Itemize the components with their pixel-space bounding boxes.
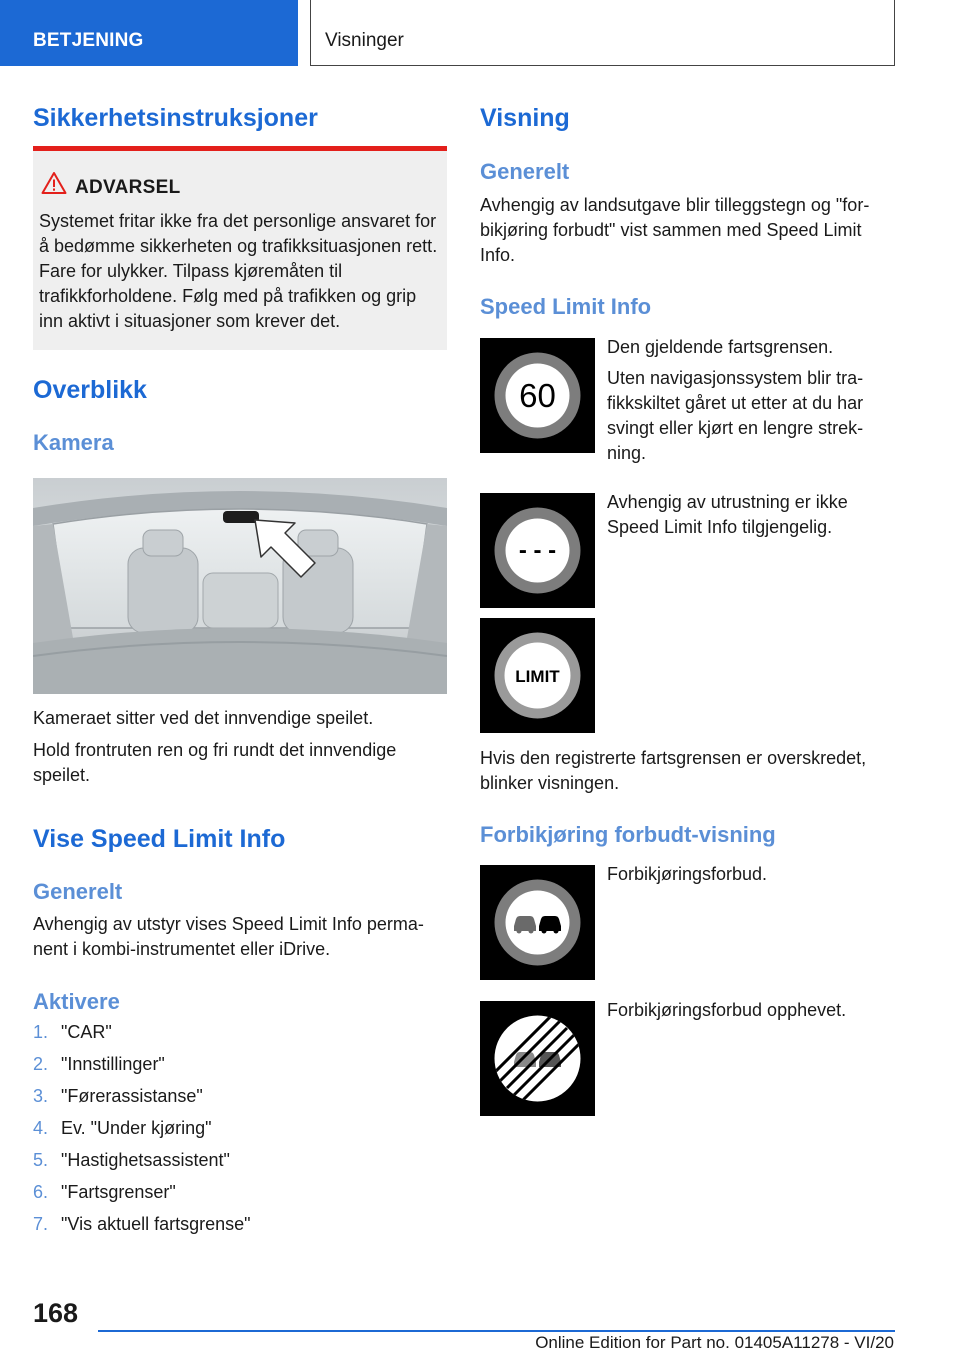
car-left-icon bbox=[514, 916, 536, 934]
list-item bbox=[33, 1084, 447, 1116]
speed-limit-limit-sign bbox=[480, 618, 595, 733]
step-number: 7. bbox=[33, 1214, 49, 1234]
step-number: 2. bbox=[33, 1054, 49, 1074]
list-item bbox=[33, 1020, 447, 1052]
speed-limit-60-sign bbox=[480, 338, 595, 453]
exceeded-text: Hvis den registrerte fartsgrensen er overskredet, blinker visningen. bbox=[480, 748, 867, 793]
display-heading: Visning bbox=[480, 104, 570, 132]
section-tab bbox=[0, 0, 298, 66]
sign-60-text: 60 bbox=[519, 377, 556, 414]
camera-text-2: Hold frontruten ren og fri rundt det innvendige speilet. bbox=[33, 740, 397, 785]
overview-heading: Overblikk bbox=[33, 376, 147, 404]
activate-heading: Aktivere bbox=[33, 989, 120, 1014]
step-number: 6. bbox=[33, 1182, 49, 1202]
chapter-tab bbox=[310, 0, 895, 66]
list-item bbox=[33, 1180, 447, 1212]
section-label: BETJENING bbox=[33, 30, 144, 51]
activate-steps-list bbox=[33, 1020, 447, 1244]
edition-text: Online Edition for Part no. 01405A11278 - VI/20 bbox=[535, 1333, 894, 1352]
show-sli-heading: Vise Speed Limit Info bbox=[33, 825, 286, 853]
no-overtaking-sign bbox=[480, 865, 595, 980]
sli-heading: Speed Limit Info bbox=[480, 294, 652, 319]
warning-box bbox=[33, 146, 447, 350]
camera-illustration bbox=[33, 478, 447, 694]
overtake-text-2: Forbikjøringsforbud opphevet. bbox=[607, 1000, 847, 1020]
car-right-icon bbox=[539, 916, 561, 934]
safety-heading: Sikkerhetsinstruksjoner bbox=[33, 104, 318, 132]
end-no-overtaking-sign bbox=[480, 1001, 595, 1116]
page-number: 168 bbox=[33, 1298, 79, 1328]
footer-divider bbox=[98, 1330, 895, 1332]
general-text-right: Avhengig av landsutgave blir tilleggstegn og "forbikjøring forbudt" vist sammen med Speed Limit Info. bbox=[480, 195, 870, 265]
sli-text-1: Den gjeldende fartsgrensen. bbox=[607, 337, 834, 357]
step-text: "Hastighetsassistent" bbox=[61, 1150, 230, 1170]
sli-text-3: Avhengig av utrustning er ikke Speed Limit Info tilgjengelig. bbox=[607, 492, 848, 537]
step-number: 3. bbox=[33, 1086, 49, 1106]
warning-triangle-icon bbox=[41, 171, 67, 200]
camera-text-1: Kameraet sitter ved det innvendige speilet. bbox=[33, 708, 374, 728]
sli-text-2: Uten navigasjonssystem blir trafikkskiltet gåret ut etter at du har svingt eller kjørt en lengre strekning. bbox=[607, 368, 864, 463]
step-number: 5. bbox=[33, 1150, 49, 1170]
sign-limit-text: LIMIT bbox=[515, 667, 560, 686]
step-text: "Fartsgrenser" bbox=[61, 1182, 176, 1202]
warning-title: ADVARSEL bbox=[75, 177, 181, 198]
list-item bbox=[33, 1052, 447, 1084]
step-text: "Vis aktuell fartsgrense" bbox=[61, 1214, 251, 1234]
general-text-left: Avhengig av utstyr vises Speed Limit Info permanent i kombi-instrumentet eller iDrive. bbox=[33, 914, 424, 959]
chapter-label: Visninger bbox=[325, 30, 404, 51]
general-heading-right: Generelt bbox=[480, 159, 570, 184]
sign-dash-text: - - - bbox=[518, 537, 557, 564]
step-text: "Førerassistanse" bbox=[61, 1086, 203, 1106]
camera-heading: Kamera bbox=[33, 430, 114, 455]
speed-limit-unknown-sign bbox=[480, 493, 595, 608]
step-number: 4. bbox=[33, 1118, 49, 1138]
warning-text: Systemet fritar ikke fra det personlige ansvaret for å bedømme sikkerheten og trafikksituasjonen rett. Fare for ulykker. Tilpass kjøremåten til trafikkforholdene. Følg med på trafikken og grip inn aktivt i situasjoner som krever det. bbox=[39, 211, 438, 331]
list-item bbox=[33, 1148, 447, 1180]
list-item bbox=[33, 1116, 447, 1148]
overtake-heading: Forbikjøring forbudt-visning bbox=[480, 822, 776, 847]
step-text: Ev. "Under kjøring" bbox=[61, 1118, 212, 1138]
step-text: "Innstillinger" bbox=[61, 1054, 165, 1074]
step-number: 1. bbox=[33, 1022, 49, 1042]
overtake-text-1: Forbikjøringsforbud. bbox=[607, 864, 768, 884]
list-item bbox=[33, 1212, 447, 1244]
general-heading-left: Generelt bbox=[33, 879, 123, 904]
step-text: "CAR" bbox=[61, 1022, 112, 1042]
